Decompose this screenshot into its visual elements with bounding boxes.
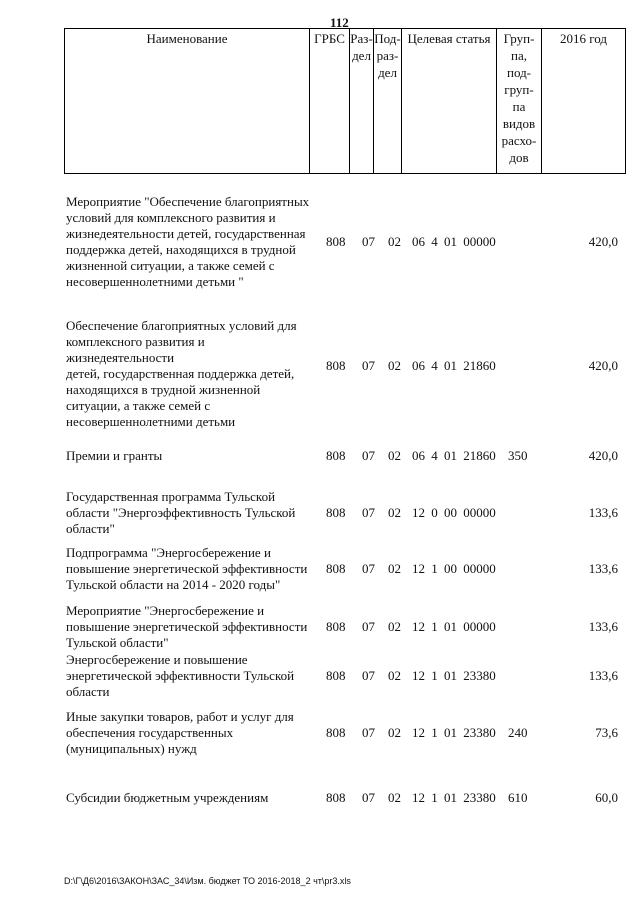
- row-grbs: 808: [326, 619, 346, 634]
- row-grbs: 808: [326, 790, 346, 805]
- row-name: Премии и гранты: [66, 448, 163, 463]
- row-name: Государственная программа Тульской области "Энергоэффективность Тульской области": [66, 489, 296, 536]
- row-sum: 60,0: [595, 790, 618, 805]
- row-sum: 133,6: [588, 561, 618, 576]
- row-podrazdel: 02: [388, 505, 401, 520]
- row-razdel: 07: [362, 619, 375, 634]
- row-podrazdel: 02: [388, 668, 401, 683]
- row-group: 350: [508, 448, 528, 463]
- table-header: [64, 28, 626, 174]
- row-grbs: 808: [326, 448, 346, 463]
- row-target: 12 0 00 00000: [412, 505, 496, 520]
- row-sum: 73,6: [595, 725, 618, 740]
- header-grbs: ГРБС: [310, 29, 350, 173]
- row-podrazdel: 02: [388, 725, 401, 740]
- header-year: 2016 год: [560, 31, 607, 46]
- row-podrazdel: 02: [388, 358, 401, 373]
- header-target: Целевая статья: [402, 29, 497, 173]
- row-target: 12 1 01 23380: [412, 668, 496, 683]
- row-razdel: 07: [362, 725, 375, 740]
- row-name: Иные закупки товаров, работ и услуг для обеспечения государственных (муниципальных) нужд: [66, 709, 294, 756]
- header-group: Груп- па, под- груп- па видов расхо- дов: [497, 29, 542, 173]
- row-grbs: 808: [326, 358, 346, 373]
- row-sum: 133,6: [588, 668, 618, 683]
- row-razdel: 07: [362, 358, 375, 373]
- row-target: 06 4 01 00000: [412, 234, 496, 249]
- row-target: 06 4 01 21860: [412, 358, 496, 373]
- row-target: 12 1 00 00000: [412, 561, 496, 576]
- row-group: 610: [508, 790, 528, 805]
- row-grbs: 808: [326, 668, 346, 683]
- row-name: Подпрограмма "Энергосбережение и повышение энергетической эффективности Тульской области на 2014 - 2020 годы": [66, 545, 308, 592]
- row-name: Мероприятие "Энергосбережение и повышение энергетической эффективности Тульской области": [66, 603, 308, 650]
- row-grbs: 808: [326, 505, 346, 520]
- row-podrazdel: 02: [388, 619, 401, 634]
- row-target: 12 1 01 23380: [412, 725, 496, 740]
- row-sum: 420,0: [588, 448, 618, 463]
- row-sum: 420,0: [588, 358, 618, 373]
- row-razdel: 07: [362, 668, 375, 683]
- row-podrazdel: 02: [388, 561, 401, 576]
- row-podrazdel: 02: [388, 790, 401, 805]
- row-name: Мероприятие "Обеспечение благоприятных условий для комплексного развития и жизнедеятельности детей, государственная поддержка детей, находящихся в трудной жизненной ситуации, а также семей с несовершеннолетними детьми ": [66, 194, 310, 289]
- row-podrazdel: 02: [388, 234, 401, 249]
- row-target: 06 4 01 21860: [412, 448, 496, 463]
- file-path-footer: D:\Г\Д6\2016\ЗАКОН\ЗАС_34\Изм. бюджет ТО 2016-2018_2 чт\pr3.xls: [64, 876, 351, 886]
- row-name: Обеспечение благоприятных условий для комплексного развития и жизнедеятельности детей, государственная поддержка детей, находящихся в трудной жизненной ситуации, а также семей с несовершеннолетними детьми: [66, 318, 297, 429]
- row-razdel: 07: [362, 505, 375, 520]
- row-sum: 420,0: [588, 234, 618, 249]
- row-target: 12 1 01 23380: [412, 790, 496, 805]
- row-name: Энергосбережение и повышение энергетической эффективности Тульской области: [66, 652, 295, 699]
- row-razdel: 07: [362, 448, 375, 463]
- row-podrazdel: 02: [388, 448, 401, 463]
- header-podrazdel: Под- раз- дел: [374, 29, 402, 173]
- row-grbs: 808: [326, 561, 346, 576]
- header-name: Наименование: [65, 29, 310, 173]
- row-grbs: 808: [326, 725, 346, 740]
- row-grbs: 808: [326, 234, 346, 249]
- header-razdel: Раз- дел: [350, 29, 374, 173]
- row-group: 240: [508, 725, 528, 740]
- row-razdel: 07: [362, 561, 375, 576]
- row-sum: 133,6: [588, 619, 618, 634]
- row-razdel: 07: [362, 790, 375, 805]
- row-razdel: 07: [362, 234, 375, 249]
- row-sum: 133,6: [588, 505, 618, 520]
- page-number: 112: [330, 15, 349, 30]
- row-name: Субсидии бюджетным учреждениям: [66, 790, 269, 805]
- row-target: 12 1 01 00000: [412, 619, 496, 634]
